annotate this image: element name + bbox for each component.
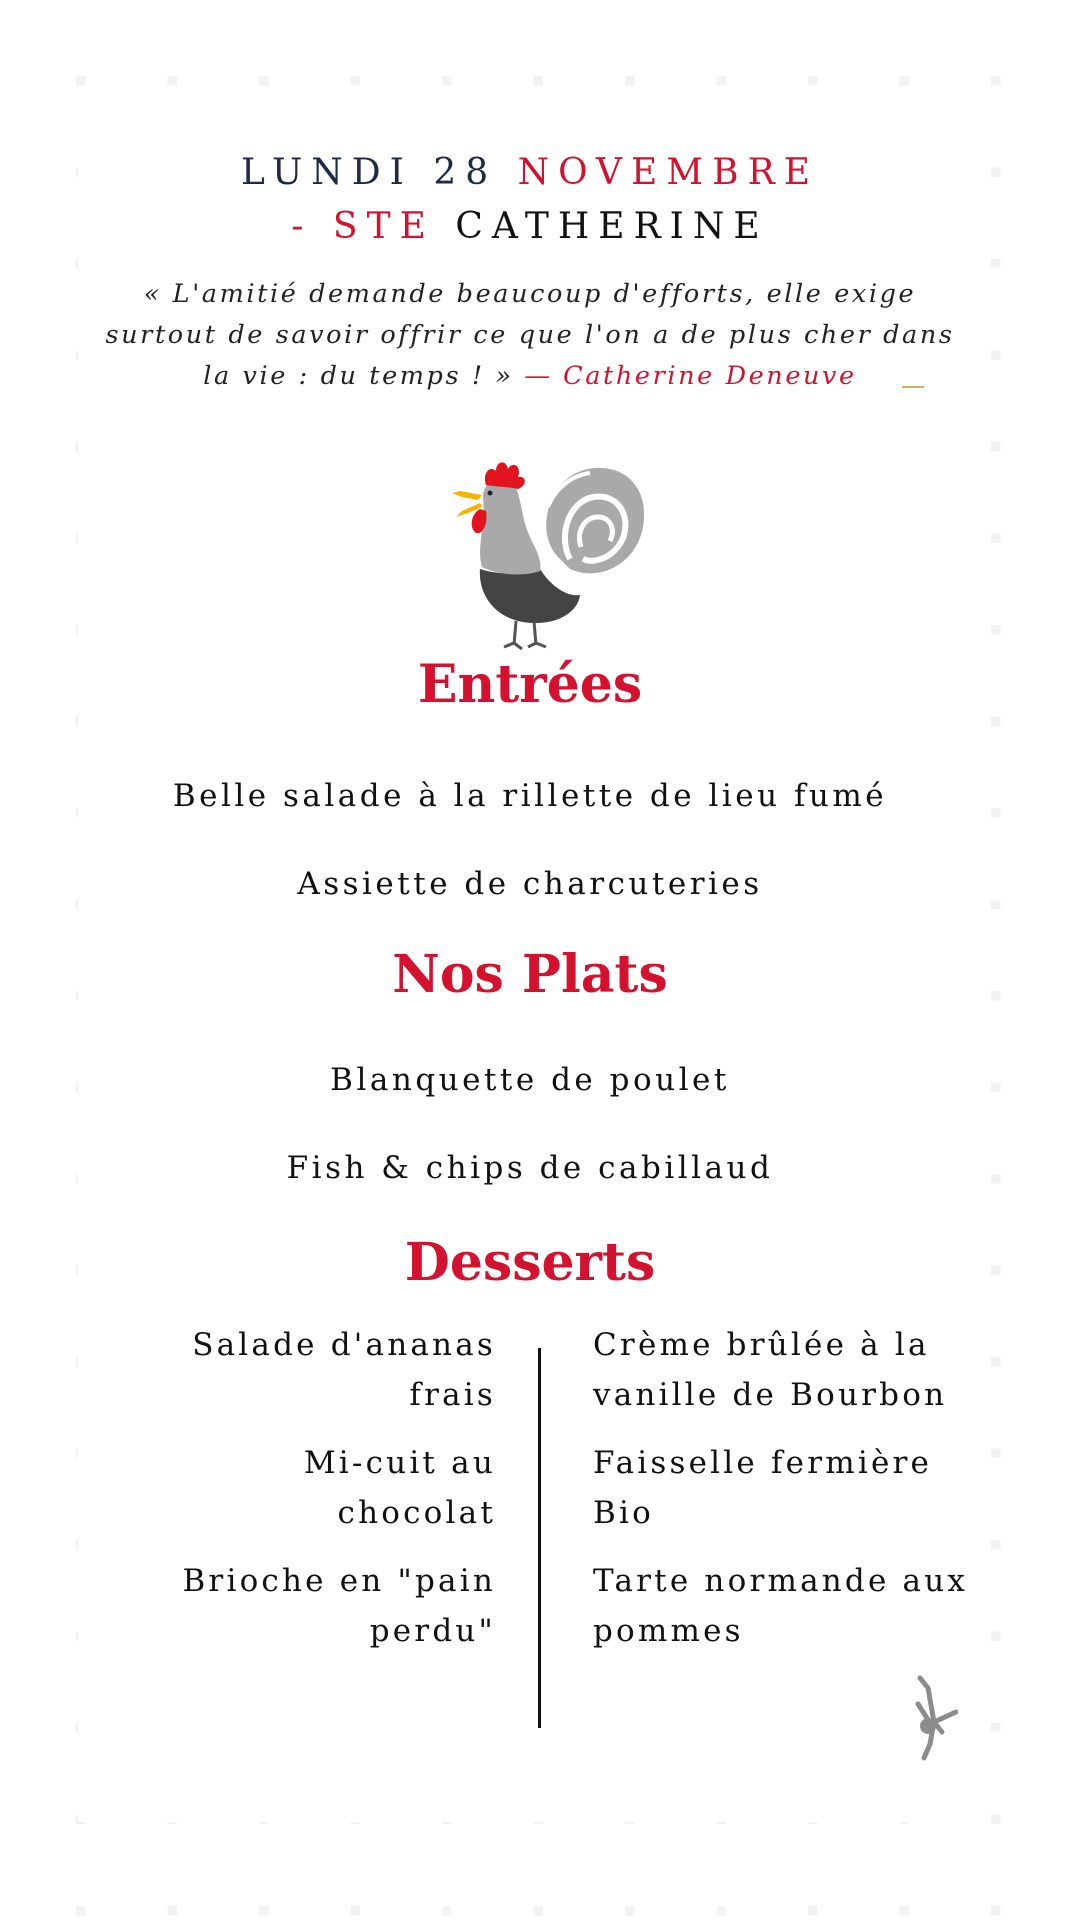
quote-author: — Catherine Deneuve <box>524 361 857 391</box>
dessert-item: Mi-cuit au chocolat <box>303 1445 496 1531</box>
date-line <box>78 152 982 193</box>
plat-item: Fish & chips de cabillaud <box>286 1150 774 1186</box>
desserts-title: Desserts <box>404 1232 656 1293</box>
date-month: NOVEMBRE <box>517 152 819 193</box>
dessert-item: Tarte normande aux pommes <box>593 1563 969 1649</box>
dessert-divider <box>538 1348 541 1728</box>
dessert-item: Salade d'ananas frais <box>192 1327 496 1413</box>
saint-line <box>78 206 982 247</box>
saint-prefix: - STE <box>291 206 435 247</box>
desserts-right-column <box>593 1320 973 1674</box>
entrees-title: Entrées <box>417 654 643 715</box>
entree-item: Belle salade à la rillette de lieu fumé <box>172 778 888 814</box>
plats-title: Nos Plats <box>392 944 668 1005</box>
dessert-item: Crème brûlée à la vanille de Bourbon <box>593 1327 948 1413</box>
dessert-item: Faisselle fermière Bio <box>593 1445 933 1531</box>
menu-card <box>78 92 982 1822</box>
dessert-item: Brioche en "pain perdu" <box>182 1563 496 1649</box>
rooster-illustration <box>438 447 653 652</box>
saint-name: CATHERINE <box>455 206 769 247</box>
desserts-left-column <box>136 1320 496 1674</box>
bird-footprint-icon <box>898 1674 958 1762</box>
plat-item: Blanquette de poulet <box>330 1062 730 1098</box>
decorative-dash <box>902 386 924 388</box>
quote-block <box>98 274 962 397</box>
date-day: LUNDI 28 <box>241 152 498 193</box>
quote-text: « L'amitié demande beaucoup d'efforts, elle exige surtout de savoir offrir ce que l'on a de plus cher dans la vie : du temps ! » <box>105 279 955 391</box>
entree-item: Assiette de charcuteries <box>297 866 763 902</box>
